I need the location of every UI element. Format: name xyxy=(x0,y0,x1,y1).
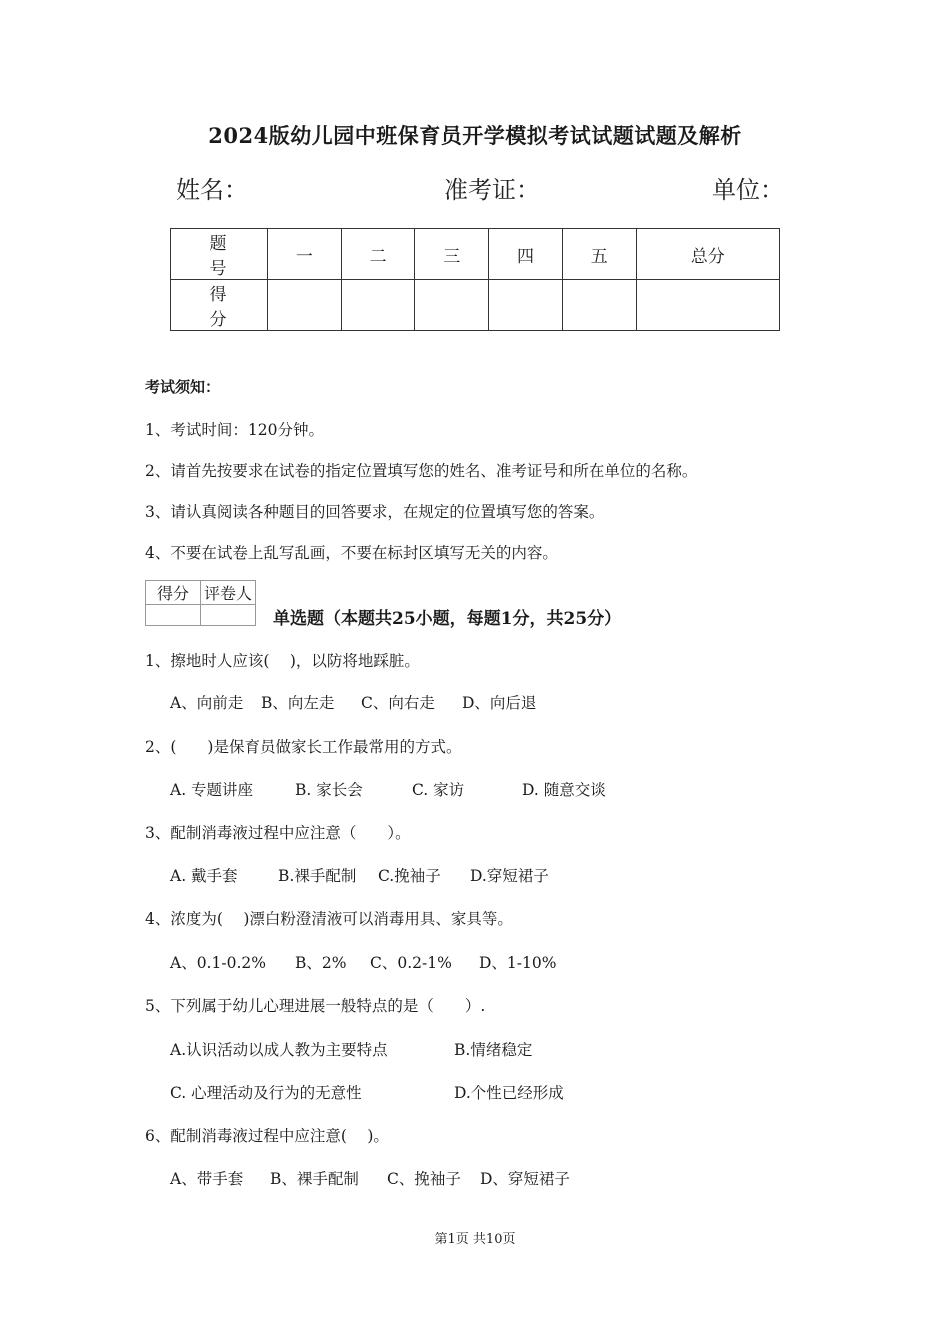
option: C、0.2-1% xyxy=(370,954,452,972)
score-table-cell: 一 xyxy=(268,229,342,280)
document-title: 2024版幼儿园中班保育员开学模拟考试试题试题及解析 xyxy=(208,123,742,148)
option: D、穿短裙子 xyxy=(480,1170,570,1188)
grader-score-cell[interactable] xyxy=(146,605,201,626)
score-entry-cell[interactable] xyxy=(268,280,342,331)
question-text: 5、下列属于幼儿心理进展一般特点的是（ ）. xyxy=(145,997,486,1015)
score-entry-cell[interactable] xyxy=(341,280,415,331)
score-table-cell: 二 xyxy=(341,229,415,280)
score-table-cell: 总分 xyxy=(636,229,779,280)
option: B. 家长会 xyxy=(295,781,363,799)
section-title: 单选题（本题共25小题，每题1分，共25分） xyxy=(273,609,622,629)
ticket-label: 准考证： xyxy=(444,176,540,204)
score-table-cell: 三 xyxy=(415,229,489,280)
option: B.情绪稳定 xyxy=(454,1041,533,1059)
notice-title: 考试须知： xyxy=(145,378,221,396)
option: D. 随意交谈 xyxy=(522,781,606,799)
option: C. 家访 xyxy=(412,781,465,799)
option: A. 戴手套 xyxy=(170,867,238,885)
option: C、挽袖子 xyxy=(387,1170,461,1188)
grader-name-label: 评卷人 xyxy=(201,581,256,605)
question-text: 2、( )是保育员做家长工作最常用的方式。 xyxy=(145,738,462,756)
option: C.挽袖子 xyxy=(378,867,441,885)
grader-score-label: 得分 xyxy=(146,581,201,605)
notice-item: 1、考试时间：120分钟。 xyxy=(145,421,324,439)
score-table-score-row xyxy=(171,280,780,331)
score-table-cell: 五 xyxy=(562,229,636,280)
question-text: 1、擦地时人应该( )，以防将地踩脏。 xyxy=(145,652,420,670)
option: B、2% xyxy=(295,954,347,972)
option: D、向后退 xyxy=(462,694,537,712)
score-entry-cell[interactable] xyxy=(636,280,779,331)
page-footer: 第1页 共10页 xyxy=(434,1232,516,1247)
notice-item: 2、请首先按要求在试卷的指定位置填写您的姓名、准考证号和所在单位的名称。 xyxy=(145,462,698,480)
score-table-cell: 四 xyxy=(489,229,563,280)
option: B、裸手配制 xyxy=(270,1170,359,1188)
question-text: 4、浓度为( )漂白粉澄清液可以消毒用具、家具等。 xyxy=(145,910,513,928)
name-label: 姓名： xyxy=(176,176,248,204)
question-text: 6、配制消毒液过程中应注意( )。 xyxy=(145,1127,389,1145)
option: D.个性已经形成 xyxy=(454,1084,564,1102)
option: B、向左走 xyxy=(261,694,335,712)
option: A、带手套 xyxy=(170,1170,244,1188)
option: A. 专题讲座 xyxy=(170,781,254,799)
unit-label: 单位： xyxy=(712,176,784,204)
option: D.穿短裙子 xyxy=(470,867,549,885)
score-table-header-row xyxy=(171,229,780,280)
option: A、向前走 xyxy=(170,694,244,712)
option: C、向右走 xyxy=(361,694,435,712)
grader-box xyxy=(145,580,256,626)
score-entry-cell[interactable] xyxy=(415,280,489,331)
score-table xyxy=(170,228,780,331)
option: A、0.1-0.2% xyxy=(170,954,266,972)
score-table-cell: 题 号 xyxy=(171,229,268,280)
grader-name-cell[interactable] xyxy=(201,605,256,626)
notice-item: 4、不要在试卷上乱写乱画，不要在标封区填写无关的内容。 xyxy=(145,544,558,562)
question-text: 3、配制消毒液过程中应注意（ ）。 xyxy=(145,824,411,842)
notice-item: 3、请认真阅读各种题目的回答要求，在规定的位置填写您的答案。 xyxy=(145,503,605,521)
option: D、1-10% xyxy=(479,954,557,972)
score-table-cell: 得 分 xyxy=(171,280,268,331)
score-entry-cell[interactable] xyxy=(489,280,563,331)
option: C. 心理活动及行为的无意性 xyxy=(170,1084,362,1102)
score-entry-cell[interactable] xyxy=(562,280,636,331)
option: B.裸手配制 xyxy=(278,867,357,885)
option: A.认识活动以成人教为主要特点 xyxy=(170,1041,388,1059)
